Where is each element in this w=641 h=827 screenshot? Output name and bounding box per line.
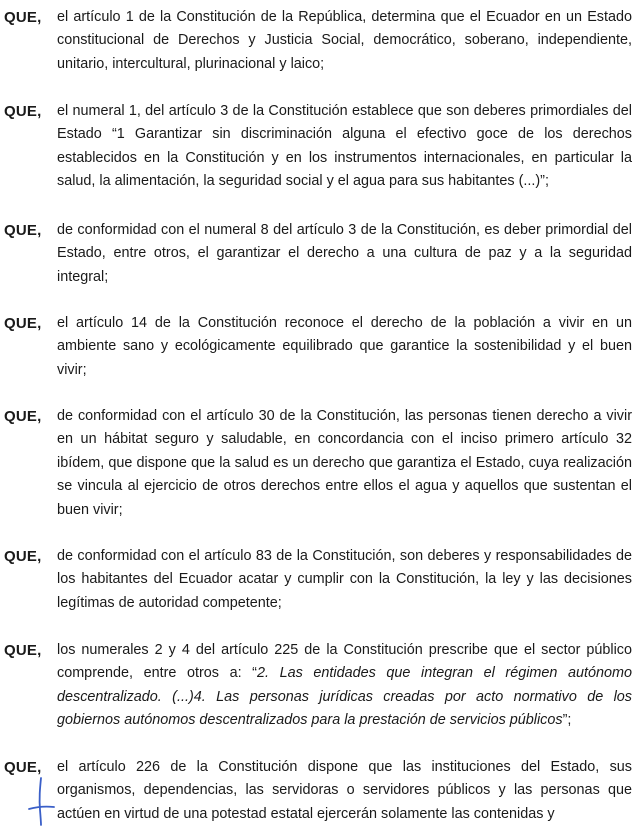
clause-text-part: el artículo 226 de la Constitución dispone que las instituciones del Estado, sus organismos, dependencias, las servidoras o servidores públicos y las personas que actúen en virtud de una potestad estatal ejercerán solamente las contenidas y <box>57 759 632 822</box>
clause-text-part: de conformidad con el numeral 8 del artículo 3 de la Constitución, es deber primordial del Estado, entre otros, el garantizar el derecho a una cultura de paz y a la seguridad integral; <box>57 222 632 285</box>
clause-label: QUE, <box>4 9 42 26</box>
clause-label: QUE, <box>4 548 42 565</box>
clause-text <box>57 6 632 76</box>
clause-text <box>57 756 632 826</box>
clause-label: QUE, <box>4 315 42 332</box>
clause-text <box>57 405 632 522</box>
clause-text <box>57 639 632 733</box>
clause-text-part: ”; <box>562 712 572 729</box>
clause-text <box>57 545 632 615</box>
clause-text-part: el artículo 14 de la Constitución reconoce el derecho de la población a vivir en un ambiente sano y ecológicamente equilibrado que garantice la sostenibilidad y el buen vivir; <box>57 315 632 378</box>
clause-text <box>57 100 632 194</box>
quoted-provision: 2. Las entidades que integran el régimen autónomo descentralizado. (...)4. Las personas jurídicas creadas por acto normativo de los gobiernos autónomos descentralizados para la prestación de servicios públicos <box>57 665 632 729</box>
clause-text <box>57 312 632 382</box>
clause-label: QUE, <box>4 408 42 425</box>
clause-text-part: de conformidad con el artículo 30 de la Constitución, las personas tienen derecho a vivir en un hábitat seguro y saludable, en concordancia con el inciso primero artículo 32 ibídem, que dispone que la salud es un derecho que garantiza el Estado, cuya realización se vincula al ejercicio de otros derechos entre ellos el agua y aquellos que sustentan el buen vivir; <box>57 408 632 518</box>
clause-text-part: los numerales 2 y 4 del artículo 225 de la Constitución prescribe que el sector público comprende, entre otros a: “ <box>57 642 632 682</box>
clause-text-part: de conformidad con el artículo 83 de la Constitución, son deberes y responsabilidades de los habitantes del Ecuador acatar y cumplir con la Constitución, la ley y las decisiones legítimas de autoridad competente; <box>57 548 632 611</box>
clause-label: QUE, <box>4 642 42 659</box>
clause-label: QUE, <box>4 103 42 120</box>
clause-text-part: el artículo 1 de la Constitución de la República, determina que el Ecuador en un Estado constitucional de Derechos y Justicia Social, democrático, soberano, independiente, unitario, intercultural, plurinacional y laico; <box>57 9 632 72</box>
clause-text-part: el numeral 1, del artículo 3 de la Constitución establece que son deberes primordiales del Estado “1 Garantizar sin discriminación alguna el efectivo goce de los derechos establecidos en la Constitución y en los instrumentos internacionales, en particular la salud, la alimentación, la seguridad social y el agua para sus habitantes (...)”; <box>57 103 632 190</box>
handwritten-margin-mark <box>24 776 58 826</box>
clause-label: QUE, <box>4 222 42 239</box>
clause-text <box>57 219 632 289</box>
clause-label: QUE, <box>4 759 42 776</box>
